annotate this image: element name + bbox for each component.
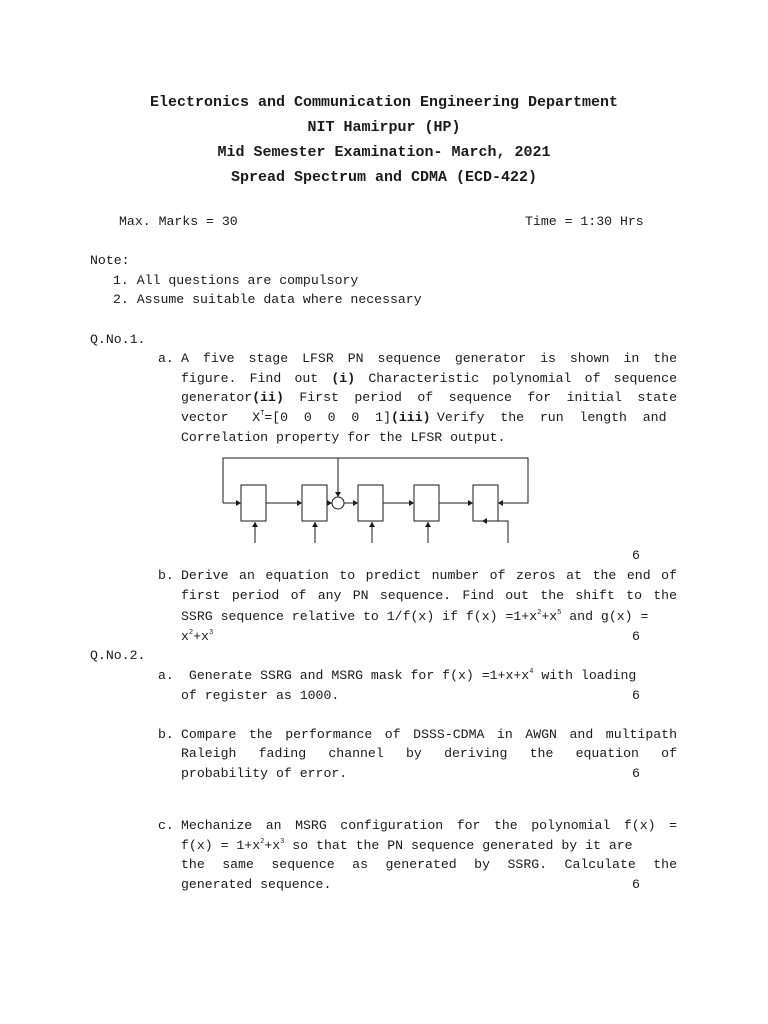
course-title: Spread Spectrum and CDMA (ECD-422)	[230, 169, 538, 186]
exam-title: Mid Semester Examination- March, 2021	[217, 144, 551, 161]
q1a-line: generator(ii) First period of sequence for initial state	[181, 390, 677, 405]
q1a-line: vector $X^T=[0$ 0 0 0 1](iii)	[181, 410, 431, 425]
question-label: Q.No.2.	[90, 648, 146, 663]
item-marker: b.	[158, 568, 174, 583]
marks: 6	[632, 548, 640, 563]
note-item: 1. All questions are compulsory	[113, 273, 359, 288]
item-marker: c.	[158, 818, 174, 833]
q2c-line: $f(x) = 1+x^2+x^3$ so that the PN sequence generated by it are	[181, 838, 633, 853]
q1a-line: figure. Find out (i) Characteristic polynomial of sequence	[181, 371, 677, 386]
register-stage	[414, 485, 439, 521]
marks: 6	[632, 766, 640, 781]
question-label: Q.No.1.	[90, 332, 146, 347]
lfsr-diagram	[210, 452, 540, 548]
institute-title: NIT Hamirpur (HP)	[307, 119, 461, 136]
marks: 6	[632, 877, 640, 892]
marks: 6	[632, 629, 640, 644]
q1b-line: Derive an equation to predict number of zeros at the end of	[181, 568, 677, 583]
note-item: 2. Assume suitable data where necessary	[113, 292, 422, 307]
item-marker: b.	[158, 727, 174, 742]
marks: 6	[632, 688, 640, 703]
item-marker: a.	[158, 668, 174, 683]
department-title: Electronics and Communication Engineering Department	[149, 94, 619, 111]
q2a-line: of register as 1000.	[181, 688, 340, 703]
q2b-line: probability of error.	[181, 766, 348, 781]
max-marks: Max. Marks = 30	[119, 214, 238, 229]
q1a-line: A five stage LFSR PN sequence generator is shown in the	[181, 351, 677, 366]
q2b-line: Compare the performance of DSSS-CDMA in AWGN and multipath	[181, 727, 677, 742]
q1b-line: $x^2+x^3$	[181, 629, 214, 644]
q1a-line: Verify the run length and	[437, 410, 667, 425]
xor-adder	[332, 497, 344, 509]
register-stage	[241, 485, 266, 521]
q2c-line: Mechanize an MSRG configuration for the polynomial f(x) =	[181, 818, 677, 833]
register-stage	[473, 485, 498, 521]
q1a-line: Correlation property for the LFSR output.	[181, 430, 506, 445]
time-allowed: Time = 1:30 Hrs	[525, 214, 644, 229]
q2c-line: the same sequence as generated by SSRG. Calculate the	[181, 857, 677, 872]
q2a-line: Generate SSRG and MSRG mask for $f(x) =1+x+x^4$ with loading	[181, 668, 637, 683]
register-stage	[302, 485, 327, 521]
q1b-line: SSRG sequence relative to 1/f(x) if $f(x) =1+x^2+x^5$ and g(x) =	[181, 609, 649, 624]
q2c-line: generated sequence.	[181, 877, 332, 892]
note-title: Note:	[90, 253, 130, 268]
register-stage	[358, 485, 383, 521]
q2b-line: Raleigh fading channel by deriving the equation of	[181, 746, 677, 761]
item-marker: a.	[158, 351, 174, 366]
q1b-line: first period of any PN sequence. Find out the shift to the	[181, 588, 677, 603]
